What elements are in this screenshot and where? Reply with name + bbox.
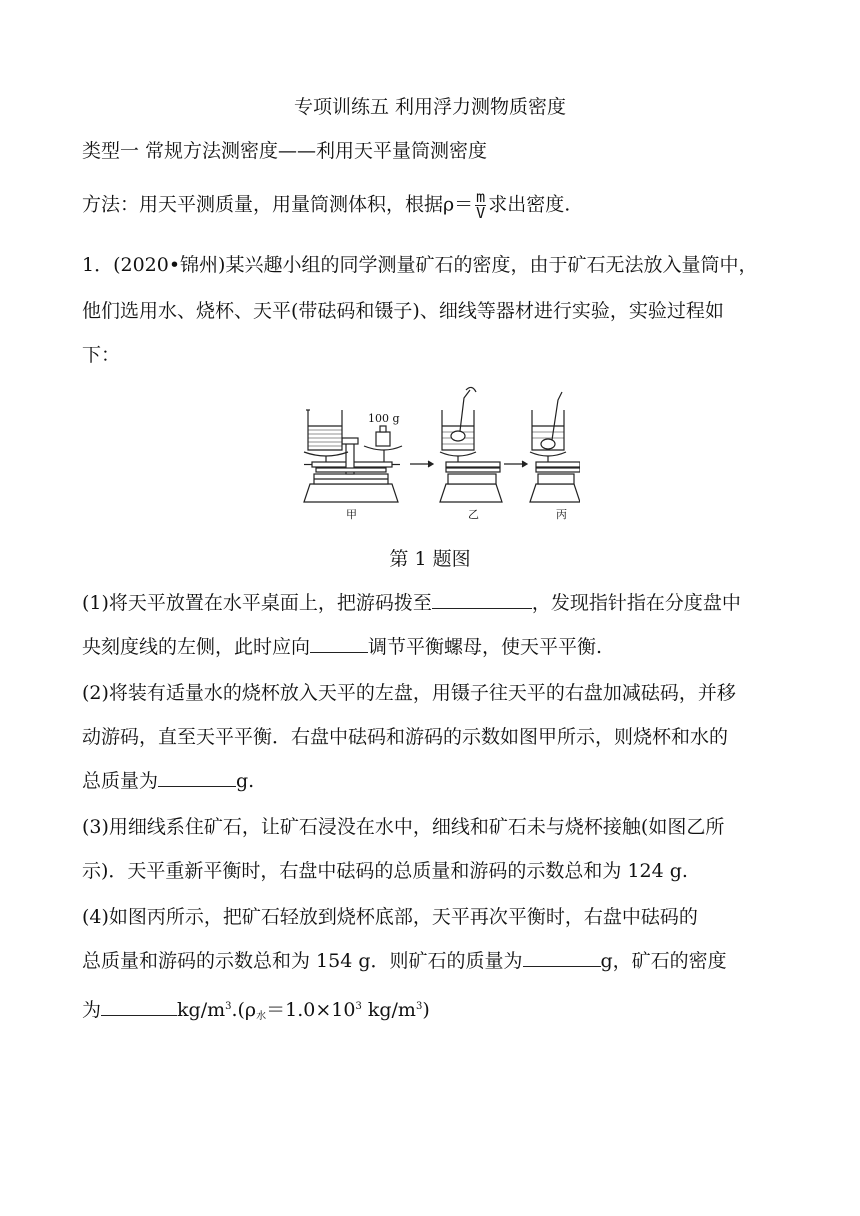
step2-line1: (2)将装有适量水的烧杯放入天平的左盘，用镊子往天平的右盘加减砝码，并移 — [82, 682, 736, 704]
method-suffix: 求出密度. — [488, 193, 571, 216]
density-fraction — [475, 190, 486, 221]
step4-close-paren: ) — [422, 999, 430, 1021]
answer-blank-1[interactable] — [432, 590, 532, 609]
method-line — [82, 190, 570, 221]
step4-text-b: g，矿石的密度 — [600, 950, 727, 972]
question1-line1: 1．(2020•锦州)某兴趣小组的同学测量矿石的密度，由于矿石无法放入量筒中， — [82, 254, 758, 276]
step4-line3 — [82, 994, 430, 1030]
step4-density-value: ＝1.0×10 — [266, 999, 356, 1021]
step2-text-a: 总质量为 — [82, 770, 159, 792]
step2-text-b: g. — [236, 770, 255, 792]
question1-line3: 下： — [82, 344, 121, 366]
figure-label-jia: 甲 — [346, 508, 357, 520]
step2-line2: 动游码，直至天平平衡．右盘中砝码和游码的示数如图甲所示，则烧杯和水的 — [82, 726, 729, 748]
answer-blank-4[interactable] — [523, 948, 601, 967]
step1-text-a: (1)将天平放置在水平桌面上，把游码拨至 — [82, 592, 432, 614]
page-title: 专项训练五 利用浮力测物质密度 — [293, 96, 567, 118]
step4-line2 — [82, 948, 727, 974]
question1-line2: 他们选用水、烧杯、天平(带砝码和镊子)、细线等器材进行实验，实验过程如 — [82, 300, 724, 322]
unit-exponent-2: 3 — [415, 1001, 423, 1012]
step4-text-a: 总质量和游码的示数总和为 154 g．则矿石的质量为 — [82, 950, 523, 972]
power-exponent: 3 — [355, 1001, 362, 1012]
step1-line1 — [82, 590, 741, 616]
step1-text-b: ，发现指针指在分度盘中 — [531, 592, 741, 614]
step1-text-c: 央刻度线的左侧，此时应向 — [82, 636, 311, 658]
balance-bing-icon — [530, 392, 580, 502]
step4-line1: (4)如图丙所示，把矿石轻放到烧杯底部，天平再次平衡时，右盘中砝码的 — [82, 906, 698, 928]
step3-line2: 示)．天平重新平衡时，右盘中砝码的总质量和游码的示数总和为 124 g. — [82, 860, 688, 882]
step4-text-c: 为 — [82, 999, 102, 1021]
fraction-numerator: m — [476, 188, 486, 206]
step4-rho: .(ρ — [231, 999, 257, 1021]
step1-text-d: 调节平衡螺母，使天平平衡. — [368, 636, 603, 658]
step3-line1: (3)用细线系住矿石，让矿石浸没在水中，细线和矿石未与烧杯接触(如图乙所 — [82, 816, 725, 838]
answer-blank-5[interactable] — [101, 997, 177, 1016]
step4-unit: kg/m — [177, 999, 226, 1021]
section-heading-type1: 类型一 常规方法测密度——利用天平量筒测密度 — [82, 140, 488, 162]
weight-label: 100 g — [368, 412, 400, 425]
fraction-denominator: V — [476, 204, 486, 222]
balance-yi-icon — [440, 387, 502, 502]
figure-label-yi: 乙 — [468, 508, 479, 520]
balance-experiment-figure — [296, 380, 580, 520]
step2-line3 — [82, 768, 254, 794]
rho-subscript: 水 — [256, 1011, 267, 1022]
method-prefix: 方法：用天平测质量，用量筒测体积，根据ρ＝ — [82, 193, 474, 216]
step4-density-unit: kg/m — [361, 999, 416, 1021]
answer-blank-3[interactable] — [158, 768, 236, 787]
unit-exponent: 3 — [225, 1001, 232, 1012]
figure-caption: 第 1 题图 — [389, 548, 471, 570]
figure-label-bing: 丙 — [556, 508, 567, 520]
step1-line2 — [82, 634, 602, 660]
answer-blank-2[interactable] — [310, 634, 368, 653]
